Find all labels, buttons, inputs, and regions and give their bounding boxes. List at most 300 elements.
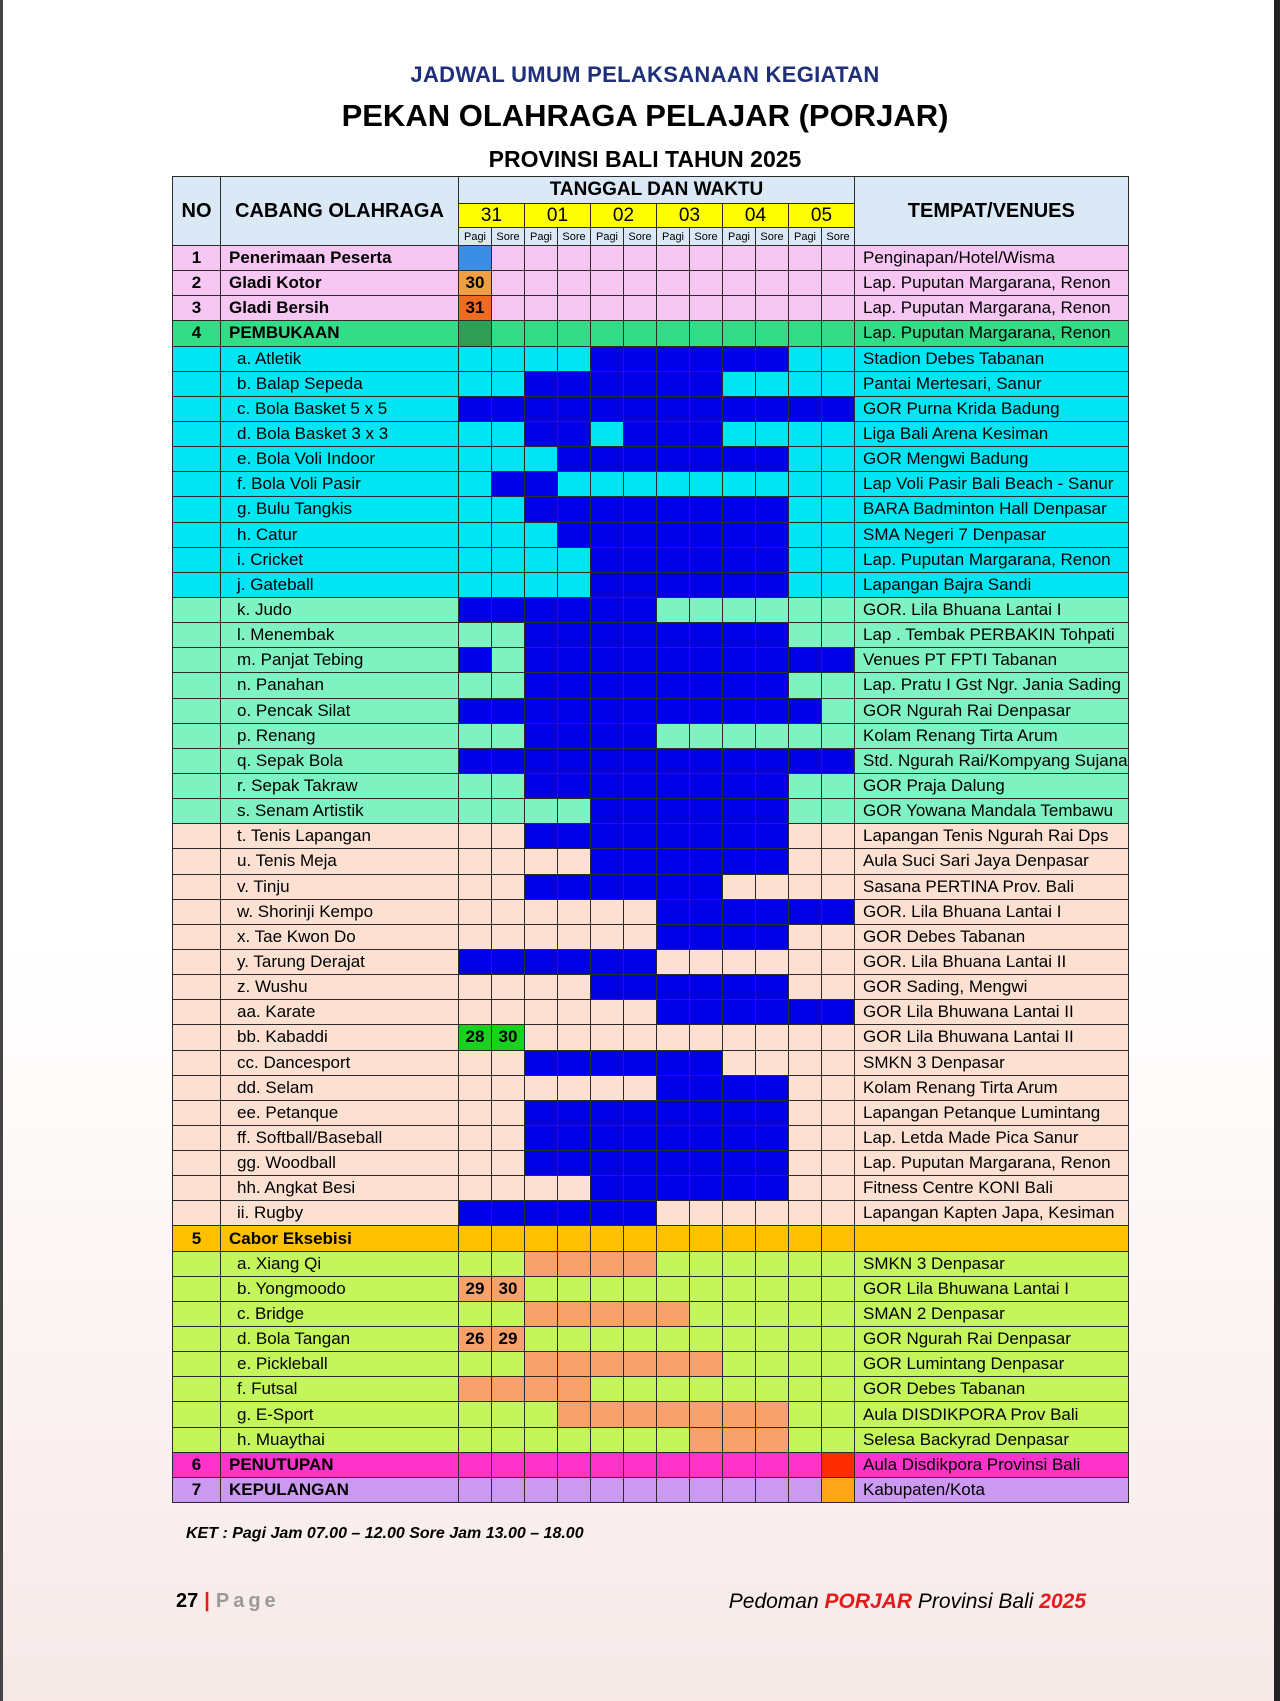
schedule-slot	[591, 824, 624, 849]
row-number	[173, 497, 221, 522]
table-row	[173, 1226, 1129, 1251]
schedule-slot	[591, 1025, 624, 1050]
schedule-slot	[525, 949, 558, 974]
schedule-slot	[492, 1075, 525, 1100]
venue-name: GOR. Lila Bhuana Lantai I	[855, 899, 1129, 924]
schedule-slot	[525, 673, 558, 698]
schedule-slot: 28	[459, 1025, 492, 1050]
schedule-slot	[492, 1151, 525, 1176]
schedule-slot	[723, 773, 756, 798]
table-row	[173, 1201, 1129, 1226]
schedule-slot	[690, 1151, 723, 1176]
schedule-slot	[756, 1000, 789, 1025]
schedule-slot	[690, 1176, 723, 1201]
footer-page-number	[176, 1590, 280, 1613]
schedule-slot	[723, 723, 756, 748]
schedule-slot	[657, 723, 690, 748]
schedule-slot	[591, 271, 624, 296]
schedule-slot	[657, 1301, 690, 1326]
schedule-slot	[690, 849, 723, 874]
schedule-slot	[822, 1327, 855, 1352]
schedule-slot	[756, 673, 789, 698]
schedule-slot	[723, 1050, 756, 1075]
row-number	[173, 1377, 221, 1402]
schedule-slot	[789, 597, 822, 622]
schedule-slot	[525, 1075, 558, 1100]
schedule-slot	[558, 1226, 591, 1251]
venue-name: Lap. Pratu I Gst Ngr. Jania Sading	[855, 673, 1129, 698]
schedule-slot	[723, 472, 756, 497]
schedule-slot	[624, 1176, 657, 1201]
table-row	[173, 799, 1129, 824]
schedule-slot	[525, 975, 558, 1000]
table-row	[173, 1125, 1129, 1150]
venue-name: Stadion Debes Tabanan	[855, 346, 1129, 371]
date-header-01: 01	[525, 204, 591, 228]
schedule-slot	[558, 698, 591, 723]
schedule-slot	[657, 246, 690, 271]
schedule-slot	[657, 371, 690, 396]
row-number	[173, 572, 221, 597]
schedule-slot	[756, 1201, 789, 1226]
schedule-slot	[624, 246, 657, 271]
schedule-slot	[591, 1477, 624, 1502]
schedule-slot	[690, 723, 723, 748]
schedule-slot	[822, 623, 855, 648]
row-number	[173, 949, 221, 974]
schedule-slot	[690, 1402, 723, 1427]
schedule-slot	[756, 547, 789, 572]
schedule-slot	[822, 1402, 855, 1427]
table-row	[173, 824, 1129, 849]
activity-name: hh. Angkat Besi	[221, 1176, 459, 1201]
schedule-slot	[756, 296, 789, 321]
row-number: 2	[173, 271, 221, 296]
schedule-slot	[789, 1075, 822, 1100]
schedule-slot	[624, 1477, 657, 1502]
schedule-slot	[591, 849, 624, 874]
schedule-slot	[624, 849, 657, 874]
schedule-slot	[525, 1251, 558, 1276]
schedule-slot	[624, 396, 657, 421]
schedule-slot	[624, 1075, 657, 1100]
table-row	[173, 1025, 1129, 1050]
schedule-slot	[657, 1226, 690, 1251]
schedule-slot	[723, 648, 756, 673]
schedule-slot	[756, 572, 789, 597]
schedule-slot	[690, 1025, 723, 1050]
schedule-slot	[459, 246, 492, 271]
schedule-slot	[657, 874, 690, 899]
schedule-slot	[756, 1377, 789, 1402]
schedule-slot	[525, 748, 558, 773]
schedule-slot	[624, 975, 657, 1000]
schedule-slot	[789, 1377, 822, 1402]
schedule-slot	[624, 824, 657, 849]
schedule-slot	[756, 1427, 789, 1452]
schedule-slot	[690, 1075, 723, 1100]
schedule-slot	[789, 1201, 822, 1226]
schedule-slot	[657, 321, 690, 346]
schedule-slot	[624, 321, 657, 346]
schedule-slot	[624, 1251, 657, 1276]
schedule-slot	[723, 975, 756, 1000]
schedule-slot	[492, 421, 525, 446]
activity-name: f. Futsal	[221, 1377, 459, 1402]
schedule-slot	[459, 975, 492, 1000]
schedule-slot	[459, 522, 492, 547]
table-row	[173, 296, 1129, 321]
schedule-slot	[525, 1000, 558, 1025]
schedule-slot	[558, 1402, 591, 1427]
schedule-slot	[756, 899, 789, 924]
schedule-slot	[591, 1276, 624, 1301]
sore-header: Sore	[690, 228, 723, 246]
table-row	[173, 1477, 1129, 1502]
schedule-slot	[723, 1276, 756, 1301]
pagi-header: Pagi	[789, 228, 822, 246]
table-row	[173, 648, 1129, 673]
activity-name: a. Xiang Qi	[221, 1251, 459, 1276]
venue-name: Aula Disdikpora Provinsi Bali	[855, 1452, 1129, 1477]
schedule-slot	[756, 522, 789, 547]
schedule-slot	[723, 924, 756, 949]
schedule-slot	[624, 1100, 657, 1125]
schedule-slot	[690, 346, 723, 371]
schedule-slot	[525, 1151, 558, 1176]
schedule-slot	[525, 1125, 558, 1150]
schedule-slot	[756, 924, 789, 949]
schedule-slot	[459, 799, 492, 824]
schedule-slot	[822, 723, 855, 748]
schedule-slot	[492, 1377, 525, 1402]
row-number	[173, 396, 221, 421]
schedule-slot	[558, 1176, 591, 1201]
schedule-slot	[789, 1050, 822, 1075]
activity-name: Cabor Eksebisi	[221, 1226, 459, 1251]
schedule-slot	[723, 447, 756, 472]
activity-name: s. Senam Artistik	[221, 799, 459, 824]
schedule-slot	[756, 1477, 789, 1502]
schedule-slot	[459, 1352, 492, 1377]
schedule-slot	[459, 497, 492, 522]
schedule-slot	[690, 472, 723, 497]
row-number	[173, 874, 221, 899]
schedule-slot	[459, 346, 492, 371]
schedule-slot	[591, 1201, 624, 1226]
schedule-slot: 31	[459, 296, 492, 321]
activity-name: y. Tarung Derajat	[221, 949, 459, 974]
schedule-slot	[459, 648, 492, 673]
schedule-slot	[624, 1327, 657, 1352]
schedule-slot	[657, 924, 690, 949]
schedule-slot	[558, 296, 591, 321]
schedule-slot	[789, 1125, 822, 1150]
row-number	[173, 1176, 221, 1201]
schedule-slot	[492, 799, 525, 824]
venue-name: GOR. Lila Bhuana Lantai I	[855, 597, 1129, 622]
schedule-slot	[657, 673, 690, 698]
schedule-slot	[492, 648, 525, 673]
venue-name: Liga Bali Arena Kesiman	[855, 421, 1129, 446]
schedule-slot	[723, 748, 756, 773]
schedule-slot	[558, 975, 591, 1000]
row-number	[173, 975, 221, 1000]
row-number: 4	[173, 321, 221, 346]
table-row	[173, 623, 1129, 648]
schedule-slot	[756, 874, 789, 899]
venue-name: Lap. Puputan Margarana, Renon	[855, 271, 1129, 296]
footer-porjar: PORJAR	[824, 1590, 913, 1613]
row-number	[173, 371, 221, 396]
schedule-slot	[822, 924, 855, 949]
activity-name: bb. Kabaddi	[221, 1025, 459, 1050]
schedule-slot	[459, 1125, 492, 1150]
schedule-slot: 29	[459, 1276, 492, 1301]
schedule-slot	[657, 1427, 690, 1452]
activity-name: c. Bridge	[221, 1301, 459, 1326]
schedule-slot	[690, 522, 723, 547]
schedule-slot	[723, 296, 756, 321]
activity-name: c. Bola Basket 5 x 5	[221, 396, 459, 421]
schedule-slot	[723, 799, 756, 824]
schedule-slot	[756, 773, 789, 798]
schedule-slot	[657, 648, 690, 673]
schedule-slot	[723, 597, 756, 622]
schedule-slot	[492, 1226, 525, 1251]
schedule-slot	[657, 547, 690, 572]
schedule-slot	[756, 748, 789, 773]
venue-name: GOR Ngurah Rai Denpasar	[855, 1327, 1129, 1352]
schedule-slot	[492, 522, 525, 547]
schedule-slot	[690, 1226, 723, 1251]
schedule-slot	[558, 673, 591, 698]
date-header-03: 03	[657, 204, 723, 228]
schedule-slot	[492, 899, 525, 924]
schedule-slot	[624, 899, 657, 924]
row-number	[173, 421, 221, 446]
schedule-slot	[822, 246, 855, 271]
table-row	[173, 396, 1129, 421]
schedule-slot	[723, 673, 756, 698]
schedule-slot	[657, 975, 690, 1000]
table-row	[173, 447, 1129, 472]
schedule-slot	[657, 1452, 690, 1477]
schedule-slot	[657, 1327, 690, 1352]
schedule-table	[172, 176, 1129, 1503]
schedule-slot	[657, 1201, 690, 1226]
venue-name: Lapangan Kapten Japa, Kesiman	[855, 1201, 1129, 1226]
schedule-slot	[624, 1352, 657, 1377]
schedule-slot	[459, 924, 492, 949]
schedule-slot	[525, 1176, 558, 1201]
activity-name: PEMBUKAAN	[221, 321, 459, 346]
schedule-slot	[558, 824, 591, 849]
schedule-slot	[756, 472, 789, 497]
schedule-slot	[459, 1226, 492, 1251]
schedule-slot	[723, 1075, 756, 1100]
schedule-slot	[690, 572, 723, 597]
schedule-slot	[723, 371, 756, 396]
schedule-slot	[591, 1050, 624, 1075]
table-row	[173, 849, 1129, 874]
activity-name: j. Gateball	[221, 572, 459, 597]
schedule-slot	[690, 748, 723, 773]
schedule-slot	[756, 975, 789, 1000]
schedule-slot	[492, 1427, 525, 1452]
schedule-slot	[723, 1352, 756, 1377]
schedule-slot	[525, 723, 558, 748]
schedule-slot	[459, 1251, 492, 1276]
schedule-slot	[624, 698, 657, 723]
schedule-slot: 30	[459, 271, 492, 296]
row-number	[173, 447, 221, 472]
row-number	[173, 1151, 221, 1176]
schedule-slot	[525, 246, 558, 271]
schedule-slot	[723, 346, 756, 371]
venue-name: GOR Debes Tabanan	[855, 1377, 1129, 1402]
schedule-slot	[822, 1352, 855, 1377]
schedule-slot	[492, 321, 525, 346]
schedule-slot	[756, 371, 789, 396]
schedule-slot	[492, 472, 525, 497]
schedule-slot	[558, 1301, 591, 1326]
schedule-slot	[525, 1327, 558, 1352]
activity-name: n. Panahan	[221, 673, 459, 698]
col-header-tanggal: TANGGAL DAN WAKTU	[459, 177, 855, 204]
date-header-31: 31	[459, 204, 525, 228]
schedule-slot	[789, 296, 822, 321]
schedule-slot	[822, 1301, 855, 1326]
schedule-slot	[558, 1377, 591, 1402]
schedule-slot	[822, 1000, 855, 1025]
date-header-05: 05	[789, 204, 855, 228]
row-number	[173, 1125, 221, 1150]
schedule-slot	[591, 1301, 624, 1326]
schedule-slot	[459, 1050, 492, 1075]
schedule-slot	[690, 1301, 723, 1326]
schedule-slot	[756, 246, 789, 271]
schedule-slot	[558, 1025, 591, 1050]
schedule-slot	[756, 447, 789, 472]
row-number	[173, 1427, 221, 1452]
sore-header: Sore	[756, 228, 789, 246]
activity-name: gg. Woodball	[221, 1151, 459, 1176]
schedule-slot	[789, 723, 822, 748]
row-number	[173, 748, 221, 773]
schedule-slot	[558, 748, 591, 773]
scan-edge-left	[0, 0, 3, 1701]
schedule-slot	[558, 1151, 591, 1176]
activity-name: u. Tenis Meja	[221, 849, 459, 874]
schedule-slot	[591, 1000, 624, 1025]
row-number: 3	[173, 296, 221, 321]
schedule-slot	[789, 799, 822, 824]
schedule-slot	[558, 547, 591, 572]
activity-name: e. Pickleball	[221, 1352, 459, 1377]
row-number	[173, 547, 221, 572]
venue-name: Venues PT FPTI Tabanan	[855, 648, 1129, 673]
row-number	[173, 1100, 221, 1125]
activity-name: a. Atletik	[221, 346, 459, 371]
schedule-slot	[822, 547, 855, 572]
table-row	[173, 1000, 1129, 1025]
schedule-slot	[756, 1402, 789, 1427]
table-row	[173, 1352, 1129, 1377]
activity-name: Gladi Kotor	[221, 271, 459, 296]
schedule-slot	[657, 1477, 690, 1502]
schedule-slot	[525, 371, 558, 396]
schedule-slot	[624, 1427, 657, 1452]
schedule-slot	[492, 1477, 525, 1502]
schedule-slot	[822, 849, 855, 874]
date-header-04: 04	[723, 204, 789, 228]
schedule-slot	[459, 1477, 492, 1502]
schedule-slot	[558, 447, 591, 472]
schedule-slot	[789, 824, 822, 849]
schedule-slot	[525, 1477, 558, 1502]
activity-name: g. E-Sport	[221, 1402, 459, 1427]
schedule-slot	[657, 472, 690, 497]
schedule-slot	[525, 648, 558, 673]
schedule-slot	[789, 773, 822, 798]
schedule-slot	[591, 748, 624, 773]
schedule-slot	[492, 748, 525, 773]
schedule-slot	[591, 874, 624, 899]
schedule-slot	[822, 1276, 855, 1301]
schedule-slot	[822, 447, 855, 472]
schedule-slot	[756, 497, 789, 522]
schedule-slot	[558, 522, 591, 547]
schedule-slot	[657, 497, 690, 522]
schedule-slot	[558, 1452, 591, 1477]
schedule-slot	[789, 572, 822, 597]
row-number	[173, 648, 221, 673]
schedule-slot	[690, 1427, 723, 1452]
row-number: 7	[173, 1477, 221, 1502]
schedule-slot	[822, 1125, 855, 1150]
row-number	[173, 899, 221, 924]
row-number	[173, 1352, 221, 1377]
schedule-slot	[789, 246, 822, 271]
schedule-slot	[591, 975, 624, 1000]
sore-header: Sore	[492, 228, 525, 246]
schedule-slot	[525, 1352, 558, 1377]
schedule-slot	[624, 1402, 657, 1427]
schedule-slot	[558, 723, 591, 748]
schedule-slot	[723, 1251, 756, 1276]
schedule-slot	[459, 447, 492, 472]
schedule-slot	[525, 1226, 558, 1251]
schedule-slot	[756, 1100, 789, 1125]
activity-name: h. Muaythai	[221, 1427, 459, 1452]
schedule-slot	[591, 522, 624, 547]
schedule-slot	[525, 623, 558, 648]
schedule-slot	[690, 623, 723, 648]
schedule-slot	[822, 1201, 855, 1226]
row-number	[173, 1327, 221, 1352]
schedule-slot	[459, 1452, 492, 1477]
table-row	[173, 547, 1129, 572]
schedule-slot	[723, 246, 756, 271]
schedule-slot: 30	[492, 1276, 525, 1301]
schedule-slot	[591, 723, 624, 748]
schedule-slot	[492, 572, 525, 597]
activity-name: aa. Karate	[221, 1000, 459, 1025]
schedule-slot	[657, 1377, 690, 1402]
schedule-slot	[591, 1452, 624, 1477]
schedule-slot	[756, 1226, 789, 1251]
